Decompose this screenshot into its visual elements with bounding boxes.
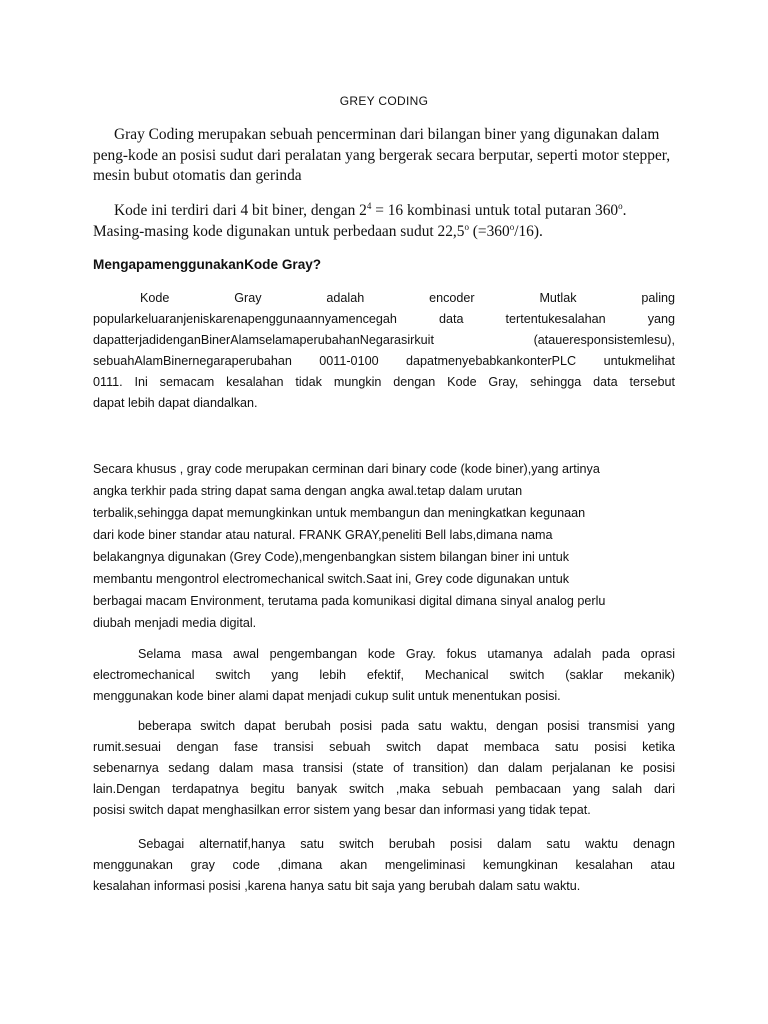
text-line: diubah menjadi media digital. <box>93 616 257 630</box>
text-line: popularkeluaranjeniskarenapenggunaannyamencegah data tertentukesalahan yang <box>93 312 675 326</box>
intro-paragraph-2 <box>93 201 675 242</box>
text-line: Selama masa awal pengembangan kode Gray. fokus utamanya adalah pada oprasi <box>138 647 675 661</box>
intro-paragraph-1 <box>93 125 675 187</box>
text-line: menggunakan gray code ,dimana akan mengeliminasi kemungkinan kesalahan atau <box>93 858 675 872</box>
text-line: peng-kode an posisi sudut dari peralatan yang bergerak secara berputar, seperti motor stepper, <box>93 146 671 164</box>
text-line: berbagai macam Environment, terutama pada komunikasi digital dimana sinyal analog perlu <box>93 594 606 608</box>
text-line: sebenarnya sedang dalam masa transisi (state of transition) dan dalam perjalanan ke posisi <box>93 761 675 775</box>
paragraph-selama <box>93 644 675 707</box>
text-line: Gray Coding merupakan sebuah pencerminan dari bilangan biner yang digunakan dalam <box>114 126 660 143</box>
text-line: posisi switch dapat menghasilkan error sistem yang besar dan informasi yang tidak tepat. <box>93 803 591 817</box>
text-line: 0111. Ini semacam kesalahan tidak mungkin dengan Kode Gray, sehingga data tersebut <box>93 375 675 389</box>
text-line: dari kode biner standar atau natural. FRANK GRAY,peneliti Bell labs,dimana nama <box>93 528 553 542</box>
text-line: rumit.sesuai dengan fase transisi sebuah switch dapat membaca satu posisi ketika <box>93 740 675 754</box>
paragraph-beberapa <box>93 716 675 821</box>
text-line: terbalik,sehingga dapat memungkinkan untuk membangun dan meningkatkan kegunaan <box>93 506 586 520</box>
text-line: membantu mengontrol electromechanical switch.Saat ini, Grey code digunakan untuk <box>93 572 570 586</box>
paragraph-secara-khusus <box>93 458 675 634</box>
section-heading: MengapamenggunakanKode Gray? <box>93 257 322 272</box>
document-title: GREY CODING <box>339 94 429 108</box>
text-line: menggunakan kode biner alami dapat menjadi cukup sulit untuk menentukan posisi. <box>93 689 561 703</box>
text-line: electromechanical switch yang lebih efektif, Mechanical switch (saklar mekanik) <box>93 668 675 682</box>
text-line: Sebagai alternatif,hanya satu switch berubah posisi dalam satu waktu denagn <box>138 837 675 851</box>
text-line: dapat lebih dapat diandalkan. <box>93 396 258 410</box>
paragraph-kode-gray <box>93 288 675 414</box>
text-line: Kode Gray adalah encoder Mutlak paling <box>140 291 675 305</box>
text-line: kesalahan informasi posisi ,karena hanya satu bit saja yang berubah dalam satu waktu. <box>93 879 581 893</box>
text-line: dapatterjadidenganBinerAlamselamaperubahanNegarasirkuit (ataueresponsistemlesu), <box>93 333 675 347</box>
text-line: mesin bubut otomatis dan gerinda <box>93 167 302 184</box>
text-line: Kode ini terdiri dari 4 bit biner, dengan $2^4 = 16$ kombinasi untuk total putaran 360$^o$. <box>114 201 627 219</box>
text-line: Masing-masing kode digunakan untuk perbedaan sudut 22,5$^o$ $(=360^o/16)$. <box>93 221 543 240</box>
text-line: sebuahAlamBinernegaraperubahan 0011-0100 dapatmenyebabkankonterPLC untukmelihat <box>93 354 675 368</box>
text-line: angka terkhir pada string dapat sama dengan angka awal.tetap dalam urutan <box>93 484 523 498</box>
paragraph-sebagai <box>93 834 675 897</box>
text-line: Secara khusus , gray code merupakan cerminan dari binary code (kode biner),yang artinya <box>93 462 600 476</box>
text-line: belakangnya digunakan (Grey Code),mengenbangkan sistem bilangan biner ini untuk <box>93 550 570 564</box>
text-line: lain.Dengan terdapatnya begitu banyak switch ,maka sebuah pembacaan yang salah dari <box>93 782 675 796</box>
text-line: beberapa switch dapat berubah posisi pada satu waktu, dengan posisi transmisi yang <box>138 719 675 733</box>
